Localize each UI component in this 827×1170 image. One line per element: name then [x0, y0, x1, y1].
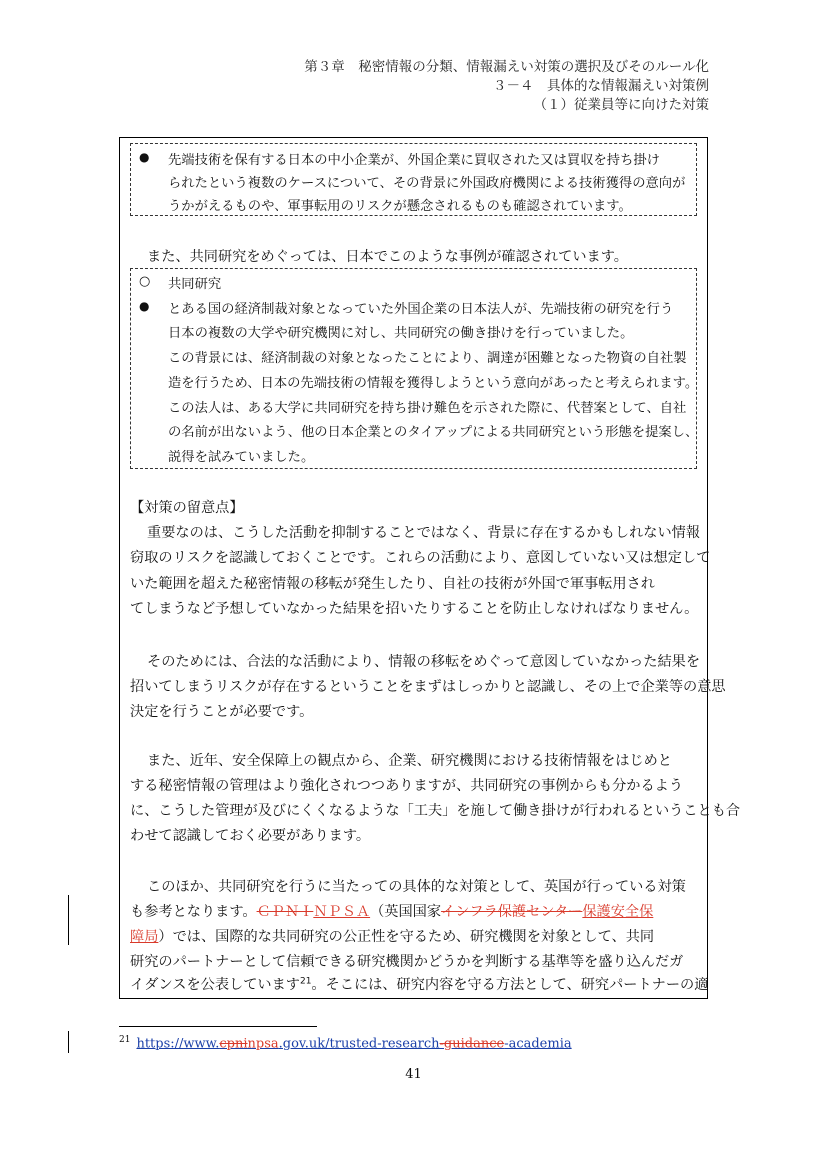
box1-line: 先端技術を保有する日本の中小企業が、外国企業に買収された又は買収を持ち掛け — [168, 153, 660, 168]
content-frame — [119, 137, 711, 999]
header-subsection: （１）従業員等に向けた対策 — [533, 97, 709, 113]
deleted-text: ＣＰＮＩ — [256, 904, 314, 920]
box1-line: られたという複数のケースについて、その背景に外国政府機関による技術獲得の意向が — [168, 176, 686, 191]
box2-line: 造を行うため、日本の先端技術の情報を獲得しようという意向があったと考えられます。 — [168, 376, 699, 391]
page-number: 41 — [405, 1067, 422, 1082]
para1-line: いた範囲を超えた秘密情報の移転が発生したり、自社の技術が外国で軍事転用され — [130, 576, 655, 592]
box2-line: とある国の経済制裁対象となっていた外国企業の日本法人が、先端技術の研究を行う — [168, 302, 674, 317]
running-header — [304, 58, 709, 115]
inserted-text: ＮＰＳＡ — [313, 904, 371, 920]
bullet-dot: ● — [139, 150, 150, 164]
para4-line: このほか、共同研究を行うに当たっての具体的な対策として、英国が行っている対策 — [147, 879, 686, 895]
box2-heading: 共同研究 — [168, 277, 222, 292]
box1-line: うかがえるものや、軍事転用のリスクが懸念されるものも確認されています。 — [168, 199, 632, 214]
para1-line: てしまうなど予想していなかった結果を招いたりすることを防止しなければなりません。 — [130, 601, 699, 617]
para3-line: わせて認識しておく必要があります。 — [130, 828, 371, 844]
box2-line: この背景には、経済制裁の対象となったことにより、調達が困難となった物資の自社製 — [168, 351, 687, 366]
para3-line: する秘密情報の管理はより強化されつつありますが、共同研究の事例からも分かるよう — [130, 778, 684, 794]
box2-line: 説得を試みていました。 — [168, 450, 315, 465]
inserted-text: 保護安全保 — [582, 904, 654, 920]
para1-line: 窃取のリスクを認識しておくことです。これらの活動により、意図していない又は想定して — [130, 550, 711, 566]
footnote-number: 21 — [119, 1035, 131, 1045]
deleted-text: インフラ保護センター — [441, 904, 583, 920]
case-box-joint-research — [130, 268, 697, 469]
para3-line: また、近年、安全保障上の観点から、企業、研究機関における技術情報をはじめと — [147, 753, 672, 769]
inserted-text: 障局 — [130, 929, 159, 945]
section-heading: 【対策の留意点】 — [130, 500, 244, 516]
para2-line: そのためには、合法的な活動により、情報の移転をめぐって意図していなかった結果を — [147, 654, 701, 670]
para4-line: 障局）では、国際的な共同研究の公正性を守るため、研究機関を対象として、共同 — [130, 929, 655, 945]
box2-line: の名前が出ないよう、他の日本企業とのタイアップによる共同研究という形態を提案し、 — [168, 425, 699, 440]
footnote-ref[interactable]: 21 — [299, 976, 312, 987]
bullet-dot: ● — [139, 299, 150, 313]
para4-line: も参考となります。ＣＰＮＩＮＰＳＡ（英国国家インフラ保護センター保護安全保 — [130, 904, 654, 920]
change-bar — [68, 1031, 69, 1053]
header-chapter: 第３章 秘密情報の分類、情報漏えい対策の選択及びそのルール化 — [304, 59, 709, 75]
footnote-rule — [119, 1026, 317, 1027]
para4-line: 研究のパートナーとして信頼できる研究機関かどうかを判断する基準等を盛り込んだガ — [130, 954, 684, 970]
footnote-link[interactable]: https://www.cpninpsa.gov.uk/trusted-research-guidance-academia — [136, 1036, 572, 1052]
bullet-circle: ○ — [139, 274, 151, 289]
box2-line: 日本の複数の大学や研究機関に対し、共同研究の働き掛けを行っていました。 — [168, 326, 634, 341]
para2-line: 決定を行うことが必要です。 — [130, 704, 314, 720]
para4-line: イダンスを公表しています$^{21}$。そこには、研究内容を守る方法として、研究パートナーの適 — [130, 976, 709, 993]
para1-line: 重要なのは、こうした活動を抑制することではなく、背景に存在するかもしれない情報 — [147, 525, 701, 541]
para2-line: 招いてしまうリスクが存在するということをまずはしっかりと認識し、その上で企業等の意思 — [130, 679, 726, 695]
header-section: ３－４ 具体的な情報漏えい対策例 — [493, 78, 709, 94]
case-box-acquisition — [130, 143, 697, 216]
para3-line: に、こうした管理が及びにくくなるような「工夫」を施して働き掛けが行われるということも合 — [130, 803, 741, 819]
footnote — [119, 1035, 572, 1051]
box2-line: この法人は、ある大学に共同研究を持ち掛け難色を示された際に、代替案として、自社 — [168, 401, 687, 416]
change-bar — [68, 895, 69, 945]
intro-text: また、共同研究をめぐっては、日本でこのような事例が確認されています。 — [147, 249, 628, 265]
